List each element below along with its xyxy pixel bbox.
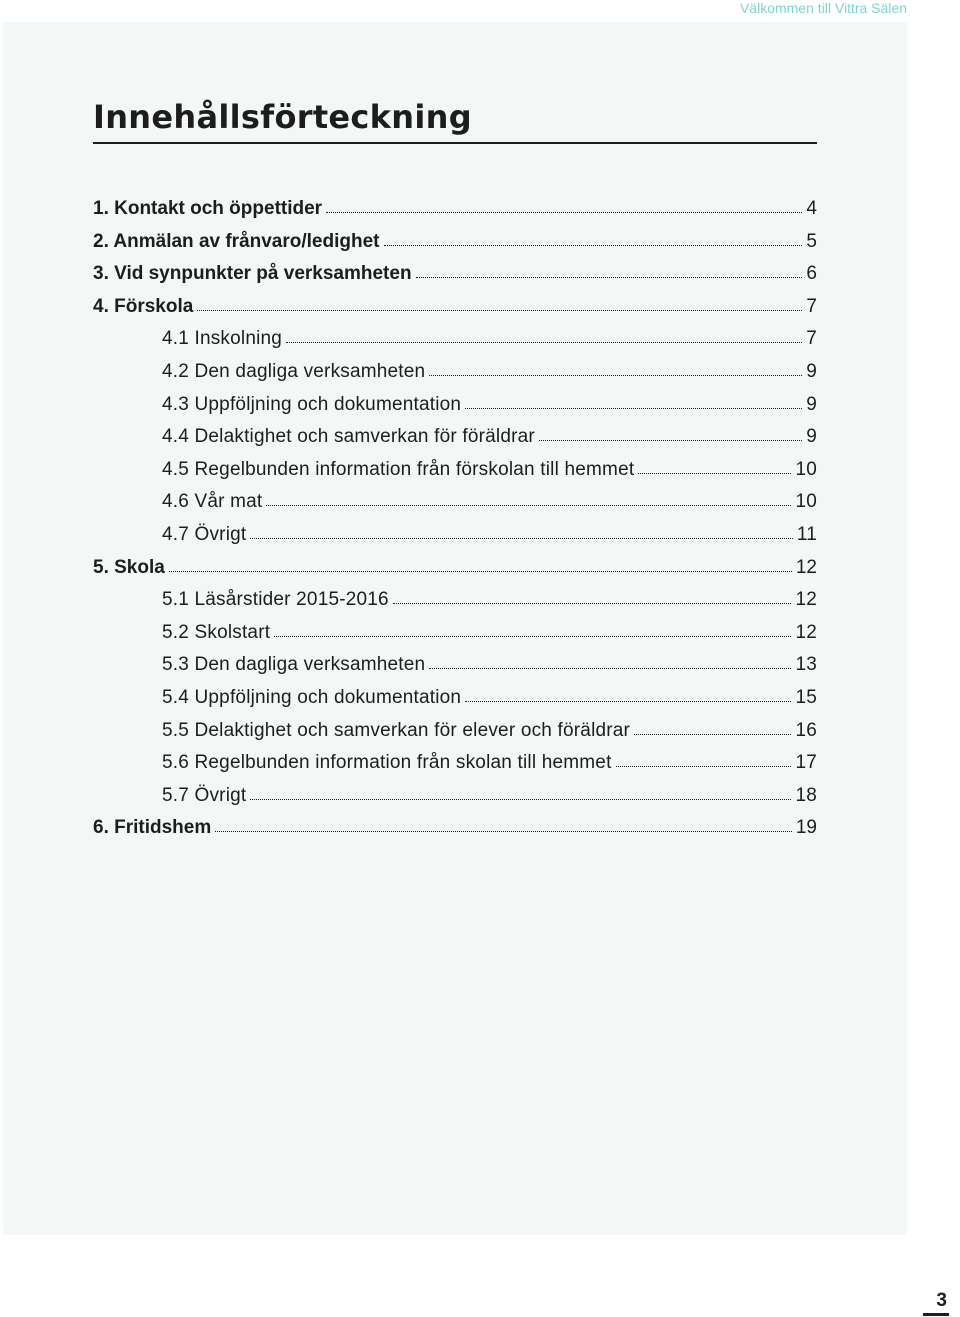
toc-entry-page-number: 13 (795, 654, 817, 676)
toc-entry-page-number: 12 (795, 556, 817, 578)
toc-dot-leader (286, 341, 802, 343)
toc-entry-title: 4.2 Den dagliga verksamheten (162, 360, 426, 382)
toc-entry[interactable] (93, 389, 817, 422)
toc-entry[interactable] (93, 747, 817, 780)
toc-dot-leader (465, 700, 791, 702)
toc-entry-title: 4.5 Regelbunden information från förskolan till hemmet (162, 458, 635, 480)
toc-entry-page-number: 10 (795, 458, 817, 480)
toc-entry[interactable] (93, 780, 817, 813)
toc-dot-leader (215, 830, 792, 832)
toc-dot-leader (429, 667, 791, 669)
toc-entry[interactable] (93, 356, 817, 389)
toc-dot-leader (429, 374, 802, 376)
toc-entry-title: 4.6 Vår mat (162, 491, 263, 513)
toc-entry-page-number: 16 (795, 719, 817, 741)
toc-entry-page-number: 12 (795, 589, 817, 611)
toc-entry-page-number: 5 (806, 230, 817, 252)
toc-entry[interactable] (93, 649, 817, 682)
toc-entry-title: 5.5 Delaktighet och samverkan för elever och föräldrar (162, 719, 631, 741)
toc-entry-title: 5. Skola (93, 556, 165, 578)
toc-entry-page-number: 7 (806, 328, 817, 350)
toc-entry-page-number: 7 (806, 295, 817, 317)
toc-entry-title: 4. Förskola (93, 295, 194, 317)
toc-entry[interactable] (93, 519, 817, 552)
toc-entry-page-number: 9 (806, 426, 817, 448)
toc-dot-leader (616, 765, 792, 767)
toc-dot-leader (266, 504, 791, 506)
toc-entry-title: 4.7 Övrigt (162, 523, 247, 545)
toc-dot-leader (250, 537, 793, 539)
toc-dot-leader (197, 309, 802, 311)
toc-entry-page-number: 15 (795, 686, 817, 708)
toc-entry[interactable] (93, 291, 817, 324)
toc-entry[interactable] (93, 715, 817, 748)
toc-entry[interactable] (93, 812, 817, 845)
toc-entry-page-number: 6 (806, 263, 817, 285)
running-header: Välkommen till Vittra Sälen (739, 0, 907, 16)
toc-dot-leader (638, 472, 791, 474)
toc-dot-leader (274, 635, 791, 637)
toc-dot-leader (465, 407, 802, 409)
toc-entry[interactable] (93, 323, 817, 356)
page-number: 3 (936, 1290, 947, 1311)
toc-entry-page-number: 9 (806, 393, 817, 415)
toc-dot-leader (169, 570, 792, 572)
toc-entry-title: 6. Fritidshem (93, 817, 212, 839)
toc-entry-title: 1. Kontakt och öppettider (93, 198, 323, 219)
toc-entry[interactable] (93, 552, 817, 585)
toc-entry-page-number: 11 (796, 523, 817, 545)
toc-entry-title: 4.4 Delaktighet och samverkan för föräldrar (162, 426, 535, 448)
toc-entry-page-number: 17 (795, 752, 817, 774)
toc-dot-leader (326, 211, 802, 213)
toc-entry-page-number: 4 (806, 198, 817, 219)
toc-entry-title: 5.7 Övrigt (162, 784, 247, 806)
toc-entry-title: 5.3 Den dagliga verksamheten (162, 654, 426, 676)
toc-entry[interactable] (93, 454, 817, 487)
toc-entry-title: 5.2 Skolstart (162, 621, 271, 643)
toc-entry-title: 5.1 Läsårstider 2015-2016 (162, 589, 389, 611)
toc-dot-leader (384, 244, 803, 246)
toc-entry-page-number: 19 (795, 817, 817, 839)
toc-entry[interactable] (93, 226, 817, 259)
toc-entry-title: 3. Vid synpunkter på verksamheten (93, 263, 412, 285)
page-number-underline (923, 1313, 949, 1316)
title-divider (93, 142, 817, 144)
toc-entry[interactable] (93, 682, 817, 715)
toc-dot-leader (393, 602, 792, 604)
toc-entry-page-number: 12 (795, 621, 817, 643)
toc-entry[interactable] (93, 486, 817, 519)
toc-entry-page-number: 18 (795, 784, 817, 806)
toc-entry-title: 2. Anmälan av frånvaro/ledighet (93, 230, 380, 252)
toc-entry[interactable] (93, 193, 817, 226)
toc-entry[interactable] (93, 258, 817, 291)
toc-entry-title: 4.1 Inskolning (162, 328, 283, 350)
toc-entry-title: 5.4 Uppföljning och dokumentation (162, 686, 462, 708)
toc-dot-leader (634, 733, 791, 735)
toc-entry[interactable] (93, 584, 817, 617)
page-title: Innehållsförteckning (93, 98, 472, 136)
toc-dot-leader (250, 798, 791, 800)
toc-entry-page-number: 10 (795, 491, 817, 513)
toc-entry-title: 4.3 Uppföljning och dokumentation (162, 393, 462, 415)
toc-entry-title: 5.6 Regelbunden information från skolan till hemmet (162, 752, 612, 774)
toc-entry[interactable] (93, 617, 817, 650)
toc-entry[interactable] (93, 421, 817, 454)
toc-dot-leader (416, 276, 803, 278)
toc-entry-page-number: 9 (806, 360, 817, 382)
table-of-contents (93, 193, 817, 845)
toc-dot-leader (539, 439, 802, 441)
